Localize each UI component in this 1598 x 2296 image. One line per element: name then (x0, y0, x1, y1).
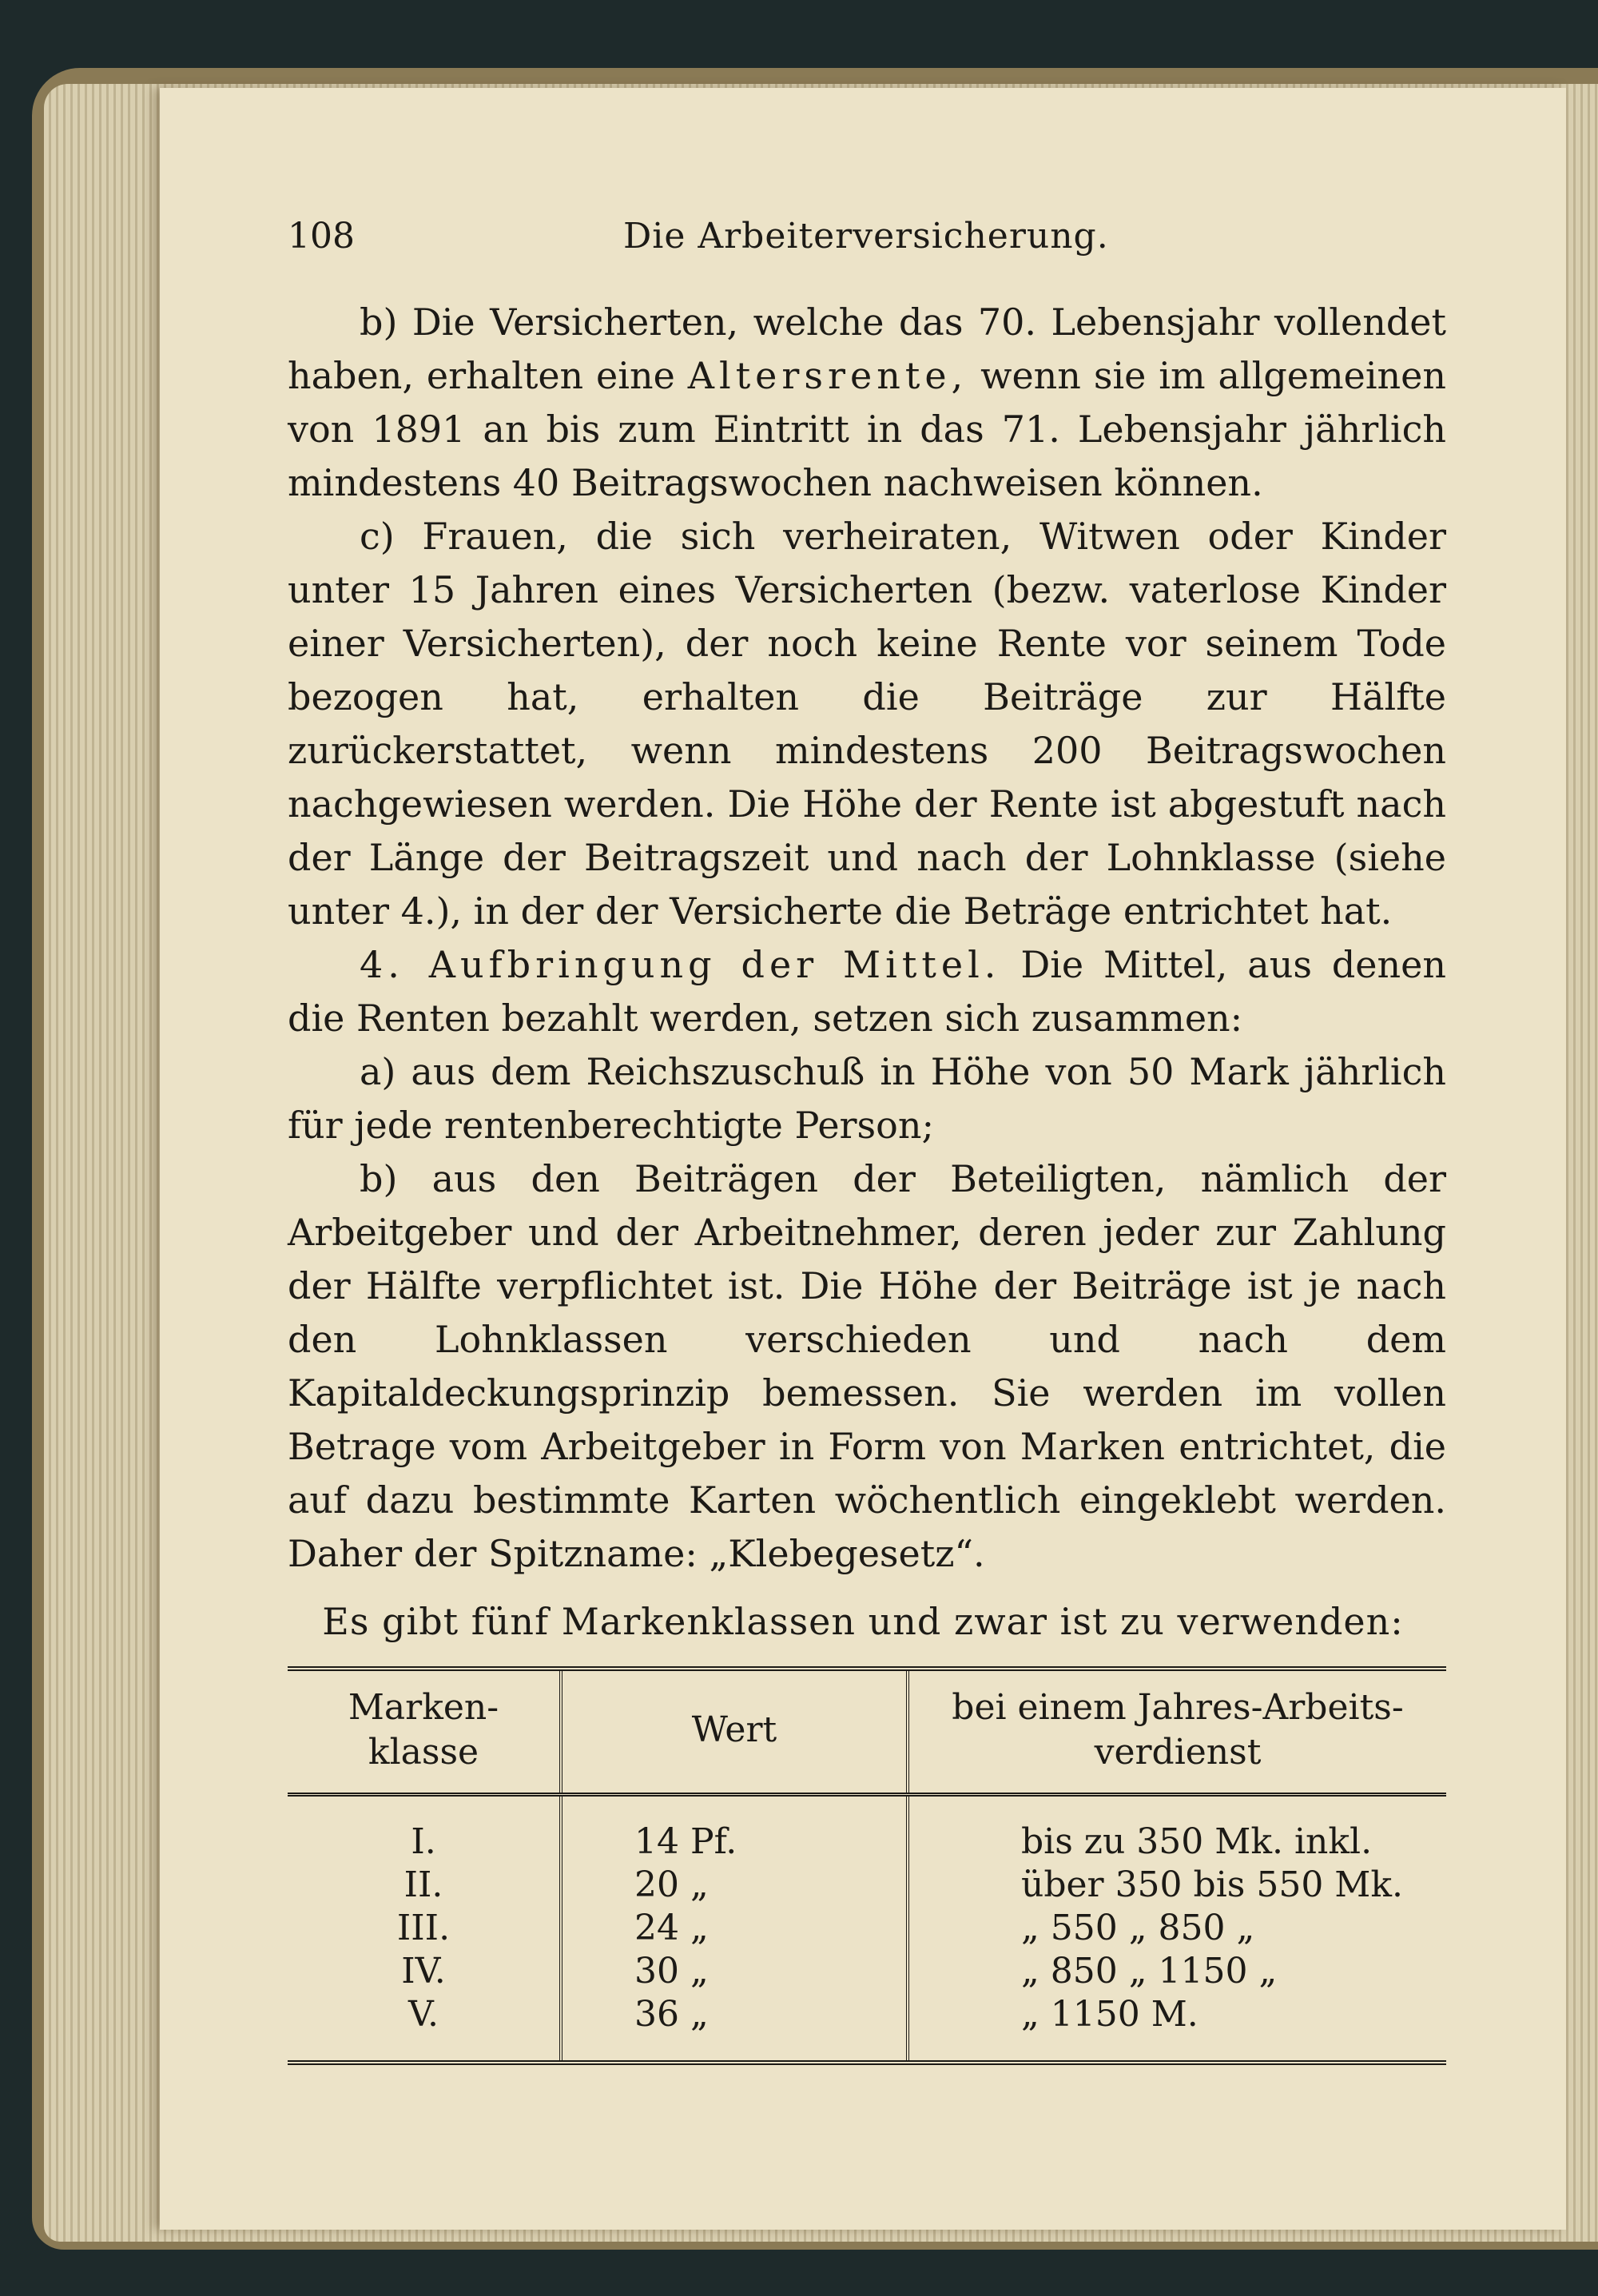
header-income: bei einem Jahres-Arbeits-verdienst (908, 1669, 1446, 1795)
table-row: IV. 30 „ „ 850 „ 1150 „ (288, 1950, 1446, 1993)
table-row: III. 24 „ „ 550 „ 850 „ (288, 1907, 1446, 1950)
running-header (288, 216, 1446, 264)
table-row: I. 14 Pf. bis zu 350 Mk. inkl. (288, 1795, 1446, 1864)
header-class: Marken-klasse (288, 1669, 561, 1795)
page-number: 108 (288, 216, 355, 257)
running-title: Die Arbeiterversicherung. (623, 216, 1109, 257)
page-content (288, 216, 1446, 2065)
table-row: V. 36 „ „ 1150 M. (288, 1993, 1446, 2063)
paragraph-contributions: b) aus den Beiträgen der Beteiligten, nämlich der Arbeitgeber und der Arbeitnehmer, deren jeder zur Zahlung der Hälfte verpflichtet ist. Die Höhe der Beiträge ist je nach den Lohnklassen verschieden und nach dem Kapitaldeckungsprinzip bemessen. Sie werden im vollen Betrage vom Arbeitgeber in Form von Marken entrichtet, die auf dazu bestimmte Karten wöchentlich eingeklebt werden. Daher der Spitzname: „Klebegesetz“. (288, 1157, 1446, 1575)
header-value: Wert (561, 1669, 908, 1795)
paragraph-funding: 4. Aufbringung der Mittel. Die Mittel, aus denen die Renten bezahlt werden, setzen sich zusammen: (288, 943, 1447, 1040)
table-intro: Es gibt fünf Markenklassen und zwar ist zu verwenden: (322, 1600, 1404, 1643)
table-row: II. 20 „ über 350 bis 550 Mk. (288, 1864, 1446, 1907)
section-heading-funding: 4. Aufbringung der Mittel. (360, 943, 1001, 986)
stamp-class-table (288, 1666, 1446, 2065)
paragraph-old-age-pension: b) Die Versicherten, welche das 70. Lebensjahr vollendet haben, erhalten eine Altersrente, wenn sie im allgemeinen von 1891 an bis zum Eintritt in das 71. Lebensjahr jährlich mindestens 40 Beitragswochen nachweisen können. (288, 300, 1447, 504)
paragraph-reich-subsidy: a) aus dem Reichszuschuß in Höhe von 50 Mark jährlich für jede rentenberechtigte Person; (288, 1050, 1446, 1147)
paragraph-refund: c) Frauen, die sich verheiraten, Witwen oder Kinder unter 15 Jahren eines Versicherten (bezw. vaterlose Kinder einer Versicherten), der noch keine Rente vor seinem Tode bezogen hat, erhalten die Beiträge zur Hälfte zurückerstattet, wenn mindestens 200 Beitragswochen nachgewiesen werden. Die Höhe der Rente ist abgestuft nach der Länge der Beitragszeit und nach der Lohnklasse (siehe unter 4.), in der der Versicherte die Beträge entrichtet hat. (288, 515, 1446, 933)
table-header-row (288, 1669, 1446, 1795)
emphasis-altersrente: Altersrente, (687, 354, 968, 397)
